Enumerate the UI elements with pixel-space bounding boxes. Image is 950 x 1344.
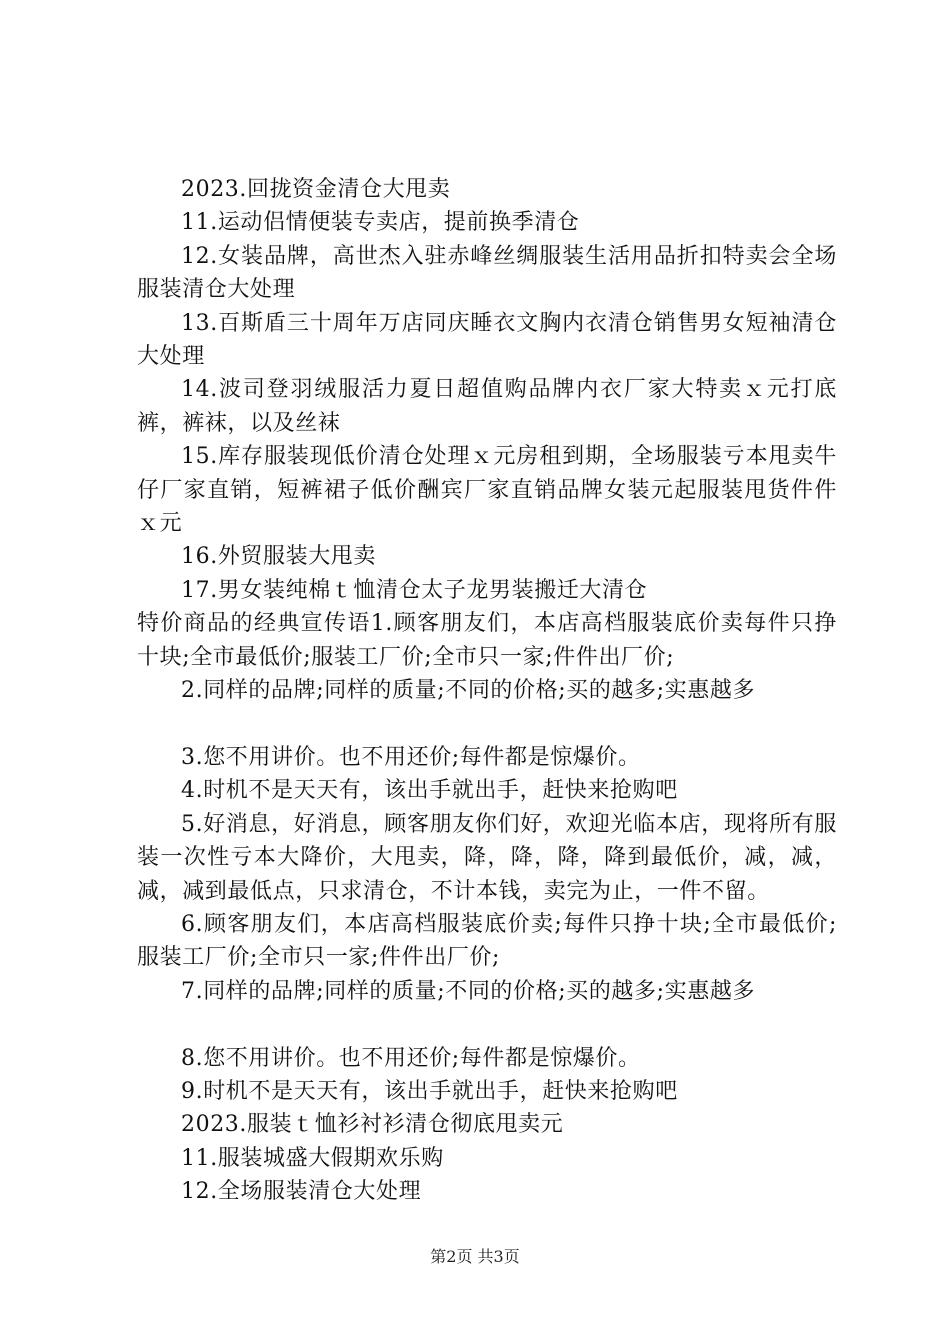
paragraph: 4.时机不是天天有，该出手就出手，赶快来抢购吧 — [181, 778, 678, 804]
paragraph: 11.运动侣情便装专卖店，提前换季清仓 — [181, 210, 580, 236]
paragraph: 16.外贸服装大甩卖 — [181, 544, 376, 570]
paragraph: 12.全场服装清仓大处理 — [181, 1179, 422, 1205]
paragraph: 13.百斯盾三十周年万店同庆睡衣文胸内衣清仓销售男女短袖清仓大处理 — [137, 310, 837, 370]
paragraph: 14.波司登羽绒服活力夏日超值购品牌内衣厂家大特卖ｘ元打底裤，裤袜，以及丝袜 — [137, 377, 837, 436]
paragraph: 11.服装城盛大假期欢乐购 — [181, 1145, 444, 1171]
paragraph: 9.时机不是天天有，该出手就出手，赶快来抢购吧 — [181, 1078, 678, 1104]
paragraph: 6.顾客朋友们，本店高档服装底价卖;每件只挣十块;全市最低价;服装工厂价;全市只一家;件件出厂价; — [137, 911, 837, 971]
paragraph-spacer — [137, 708, 837, 741]
paragraph-spacer — [137, 1008, 837, 1041]
document-body — [137, 173, 837, 1209]
paragraph: 2.同样的品牌;同样的质量;不同的价格;买的越多;实惠越多 — [181, 678, 756, 704]
paragraph: 12.女装品牌，高世杰入驻赤峰丝绸服装生活用品折扣特卖会全场服装清仓大处理 — [137, 243, 837, 303]
paragraph: 特价商品的经典宣传语1.顾客朋友们，本店高档服装底价卖每件只挣十块;全市最低价;服装工厂价;全市只一家;件件出厂价; — [137, 611, 837, 670]
paragraph: 3.您不用讲价。也不用还价;每件都是惊爆价。 — [181, 744, 641, 770]
paragraph: 8.您不用讲价。也不用还价;每件都是惊爆价。 — [181, 1045, 641, 1071]
paragraph: 17.男女装纯棉ｔ恤清仓太子龙男装搬迁大清仓 — [181, 577, 648, 603]
paragraph: 2023.服装ｔ恤衫衬衫清仓彻底甩卖元 — [181, 1112, 564, 1138]
paragraph: 7.同样的品牌;同样的质量;不同的价格;买的越多;实惠越多 — [181, 978, 756, 1004]
page-footer: 第2页 共3页 — [430, 1247, 520, 1266]
paragraph: 2023.回拢资金清仓大甩卖 — [181, 177, 451, 202]
paragraph: 5.好消息，好消息，顾客朋友你们好，欢迎光临本店，现将所有服装一次性亏本大降价，大甩卖，降，降，降，降到最低价，减，减，减，减到最低点，只求清仓，不计本钱，卖完为止，一件不留。 — [137, 811, 837, 904]
paragraph: 15.库存服装现低价清仓处理ｘ元房租到期，全场服装亏本甩卖牛仔厂家直销，短裤裙子低价酬宾厂家直销品牌女装元起服装甩货件件ｘ元 — [137, 444, 837, 537]
